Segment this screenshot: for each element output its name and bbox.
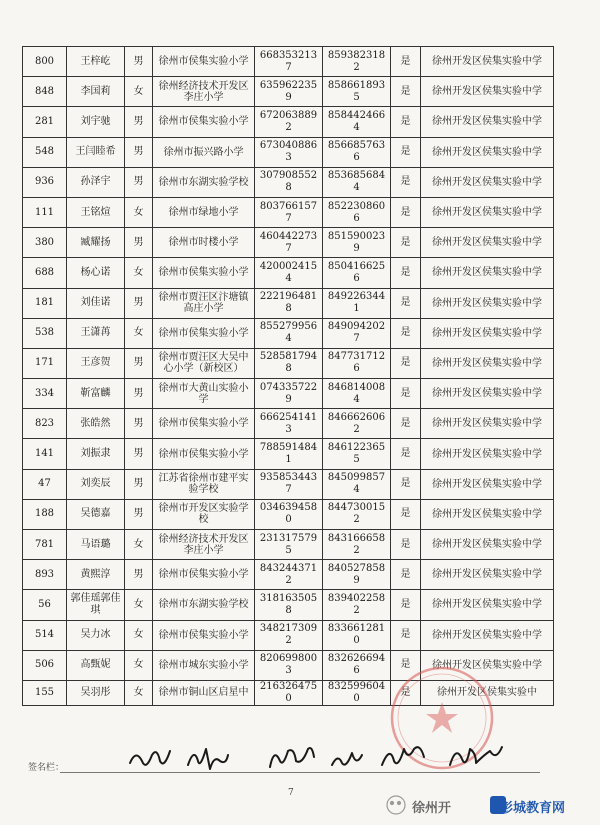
school-cell: 徐州经济技术开发区李庄小学 (153, 530, 255, 560)
status-cell: 是 (391, 77, 421, 107)
row-id-cell: 848 (23, 77, 67, 107)
student-name-cell: 马语璐 (67, 530, 125, 560)
page-number: 7 (288, 788, 294, 798)
gender-cell: 男 (125, 228, 153, 258)
school-cell: 徐州市时楼小学 (153, 228, 255, 258)
status-cell: 是 (391, 228, 421, 258)
number-cell-1: 7885914841 (255, 439, 323, 469)
row-id-cell: 188 (23, 499, 67, 529)
row-id-cell: 514 (23, 620, 67, 650)
target-school-cell: 徐州开发区侯集实验中学 (421, 409, 554, 439)
table-row (23, 348, 554, 378)
target-school-cell: 徐州开发区侯集实验中学 (421, 77, 554, 107)
number-cell-1: 6720638892 (255, 107, 323, 137)
row-id-cell: 171 (23, 348, 67, 378)
school-cell: 徐州市侯集实验小学 (153, 318, 255, 348)
student-name-cell: 刘佳诺 (67, 288, 125, 318)
gender-cell: 女 (125, 197, 153, 227)
row-id-cell: 548 (23, 137, 67, 167)
number-cell-1: 8037661577 (255, 197, 323, 227)
number-cell-2: 8490942027 (323, 318, 391, 348)
number-cell-2: 8325996040 (323, 680, 391, 705)
number-cell-1: 6359622359 (255, 77, 323, 107)
target-school-cell: 徐州开发区侯集实验中学 (421, 560, 554, 590)
table-row (23, 288, 554, 318)
table-row (23, 379, 554, 409)
school-cell: 徐州市侯集实验小学 (153, 620, 255, 650)
row-id-cell: 334 (23, 379, 67, 409)
target-school-cell: 徐州开发区侯集实验中学 (421, 258, 554, 288)
status-cell: 是 (391, 620, 421, 650)
target-school-cell: 徐州开发区侯集实验中学 (421, 107, 554, 137)
table-row (23, 530, 554, 560)
target-school-cell: 徐州开发区侯集实验中学 (421, 137, 554, 167)
number-cell-1: 2163264750 (255, 680, 323, 705)
number-cell-2: 8405278589 (323, 560, 391, 590)
gender-cell: 男 (125, 499, 153, 529)
target-school-cell: 徐州开发区侯集实验中学 (421, 47, 554, 77)
row-id-cell: 506 (23, 650, 67, 680)
target-school-cell: 徐州开发区侯集实验中学 (421, 348, 554, 378)
status-cell: 是 (391, 47, 421, 77)
row-id-cell: 800 (23, 47, 67, 77)
row-id-cell: 141 (23, 439, 67, 469)
row-id-cell: 823 (23, 409, 67, 439)
row-id-cell: 155 (23, 680, 67, 705)
school-cell: 徐州市贾汪区大吴中心小学（新校区） (153, 348, 255, 378)
status-cell: 是 (391, 288, 421, 318)
number-cell-1: 0346394580 (255, 499, 323, 529)
school-cell: 徐州市城东实验小学 (153, 650, 255, 680)
status-cell: 是 (391, 499, 421, 529)
target-school-cell: 徐州开发区侯集实验中学 (421, 379, 554, 409)
number-cell-2: 8468140084 (323, 379, 391, 409)
watermark-text-right: 彭城教育网 (500, 801, 566, 816)
school-cell: 徐州市侯集实验小学 (153, 409, 255, 439)
number-cell-2: 8536856844 (323, 167, 391, 197)
gender-cell: 男 (125, 469, 153, 499)
student-name-cell: 刘宇驰 (67, 107, 125, 137)
number-cell-2: 8522308606 (323, 197, 391, 227)
student-name-cell: 黄熙淳 (67, 560, 125, 590)
target-school-cell: 徐州开发区侯集实验中学 (421, 439, 554, 469)
status-cell: 是 (391, 137, 421, 167)
number-cell-2: 8336612810 (323, 620, 391, 650)
watermark-text-left: 徐州开 (412, 801, 452, 816)
status-cell: 是 (391, 197, 421, 227)
status-cell: 是 (391, 258, 421, 288)
number-cell-2: 8504166256 (323, 258, 391, 288)
number-cell-1: 4200024154 (255, 258, 323, 288)
number-cell-1: 8552799564 (255, 318, 323, 348)
target-school-cell: 徐州开发区侯集实验中 (421, 680, 554, 705)
number-cell-1: 6662541413 (255, 409, 323, 439)
table-row (23, 499, 554, 529)
table-row (23, 318, 554, 348)
school-cell: 徐州市绿地小学 (153, 197, 255, 227)
number-cell-2: 8593823182 (323, 47, 391, 77)
target-school-cell: 徐州开发区侯集实验中学 (421, 530, 554, 560)
gender-cell: 女 (125, 77, 153, 107)
status-cell: 是 (391, 590, 421, 620)
student-name-cell: 杨心诺 (67, 258, 125, 288)
school-cell: 徐州市侯集实验小学 (153, 107, 255, 137)
number-cell-1: 3181635058 (255, 590, 323, 620)
gender-cell: 男 (125, 47, 153, 77)
school-cell: 江苏省徐州市建平实验学校 (153, 469, 255, 499)
number-cell-1: 3079085528 (255, 167, 323, 197)
student-name-cell: 刘振隶 (67, 439, 125, 469)
gender-cell: 男 (125, 167, 153, 197)
number-cell-1: 2221964818 (255, 288, 323, 318)
status-cell: 是 (391, 348, 421, 378)
student-name-cell: 刘奕辰 (67, 469, 125, 499)
target-school-cell: 徐州开发区侯集实验中学 (421, 620, 554, 650)
target-school-cell: 徐州开发区侯集实验中学 (421, 228, 554, 258)
student-name-cell: 张皓然 (67, 409, 125, 439)
table-row (23, 439, 554, 469)
number-cell-2: 8492263441 (323, 288, 391, 318)
number-cell-1: 6683532137 (255, 47, 323, 77)
status-cell: 是 (391, 680, 421, 705)
gender-cell: 女 (125, 318, 153, 348)
table-row (23, 469, 554, 499)
row-id-cell: 538 (23, 318, 67, 348)
row-id-cell: 893 (23, 560, 67, 590)
target-school-cell: 徐州开发区侯集实验中学 (421, 590, 554, 620)
school-cell: 徐州市侯集实验小学 (153, 47, 255, 77)
target-school-cell: 徐州开发区侯集实验中学 (421, 197, 554, 227)
school-cell: 徐州市大黄山实验小学 (153, 379, 255, 409)
gender-cell: 女 (125, 590, 153, 620)
number-cell-2: 8586618935 (323, 77, 391, 107)
student-name-cell: 臧耀扬 (67, 228, 125, 258)
status-cell: 是 (391, 439, 421, 469)
student-name-cell: 王梓屹 (67, 47, 125, 77)
table-row (23, 228, 554, 258)
gender-cell: 男 (125, 439, 153, 469)
signature-line (60, 772, 540, 773)
number-cell-1: 2313175795 (255, 530, 323, 560)
student-name-cell: 吴羽彤 (67, 680, 125, 705)
student-name-cell: 郭佳瑶郭佳琪 (67, 590, 125, 620)
target-school-cell: 徐州开发区侯集实验中学 (421, 288, 554, 318)
school-cell: 徐州市东湖实验学校 (153, 590, 255, 620)
status-cell: 是 (391, 530, 421, 560)
number-cell-2: 8461223655 (323, 439, 391, 469)
status-cell: 是 (391, 469, 421, 499)
row-id-cell: 936 (23, 167, 67, 197)
roster-body (23, 47, 554, 706)
row-id-cell: 181 (23, 288, 67, 318)
school-cell: 徐州市贾汪区汴塘镇高庄小学 (153, 288, 255, 318)
target-school-cell: 徐州开发区侯集实验中学 (421, 650, 554, 680)
table-row (23, 47, 554, 77)
number-cell-2: 8566857636 (323, 137, 391, 167)
number-cell-1: 9358534437 (255, 469, 323, 499)
table-row (23, 77, 554, 107)
handwritten-signatures (120, 735, 560, 780)
school-cell: 徐州市侯集实验小学 (153, 258, 255, 288)
gender-cell: 男 (125, 137, 153, 167)
gender-cell: 女 (125, 530, 153, 560)
number-cell-2: 8515900239 (323, 228, 391, 258)
number-cell-1: 8432443712 (255, 560, 323, 590)
student-name-cell: 靳富麟 (67, 379, 125, 409)
row-id-cell: 47 (23, 469, 67, 499)
school-cell: 徐州市开发区实验学校 (153, 499, 255, 529)
number-cell-1: 8206998003 (255, 650, 323, 680)
number-cell-2: 8431666582 (323, 530, 391, 560)
row-id-cell: 111 (23, 197, 67, 227)
student-name-cell: 李国莉 (67, 77, 125, 107)
target-school-cell: 徐州开发区侯集实验中学 (421, 318, 554, 348)
school-cell: 徐州市铜山区启星中 (153, 680, 255, 705)
number-cell-2: 8584424664 (323, 107, 391, 137)
number-cell-1: 4604422737 (255, 228, 323, 258)
row-id-cell: 281 (23, 107, 67, 137)
number-cell-2: 8450998574 (323, 469, 391, 499)
student-name-cell: 吴力冰 (67, 620, 125, 650)
signature-label: 签名栏： (28, 763, 65, 773)
number-cell-1: 0743357229 (255, 379, 323, 409)
row-id-cell: 380 (23, 228, 67, 258)
student-name-cell: 王彦贺 (67, 348, 125, 378)
gender-cell: 女 (125, 680, 153, 705)
status-cell: 是 (391, 167, 421, 197)
gender-cell: 男 (125, 288, 153, 318)
gender-cell: 男 (125, 409, 153, 439)
table-row (23, 620, 554, 650)
status-cell: 是 (391, 560, 421, 590)
gender-cell: 男 (125, 560, 153, 590)
table-row (23, 409, 554, 439)
student-name-cell: 高甄妮 (67, 650, 125, 680)
number-cell-2: 8477317126 (323, 348, 391, 378)
target-school-cell: 徐州开发区侯集实验中学 (421, 469, 554, 499)
number-cell-2: 8466626062 (323, 409, 391, 439)
gender-cell: 女 (125, 650, 153, 680)
row-id-cell: 56 (23, 590, 67, 620)
table-row (23, 560, 554, 590)
gender-cell: 男 (125, 107, 153, 137)
table-row (23, 137, 554, 167)
table-row (23, 107, 554, 137)
row-id-cell: 688 (23, 258, 67, 288)
number-cell-2: 8394022582 (323, 590, 391, 620)
gender-cell: 男 (125, 379, 153, 409)
student-name-cell: 吴德嘉 (67, 499, 125, 529)
school-cell: 徐州市东湖实验学校 (153, 167, 255, 197)
number-cell-1: 6730408863 (255, 137, 323, 167)
number-cell-1: 3482173092 (255, 620, 323, 650)
status-cell: 是 (391, 379, 421, 409)
gender-cell: 女 (125, 258, 153, 288)
school-cell: 徐州市侯集实验小学 (153, 439, 255, 469)
student-name-cell: 孙泽宇 (67, 167, 125, 197)
number-cell-1: 5285817948 (255, 348, 323, 378)
table-row (23, 590, 554, 620)
school-cell: 徐州经济技术开发区李庄小学 (153, 77, 255, 107)
target-school-cell: 徐州开发区侯集实验中学 (421, 167, 554, 197)
table-row (23, 258, 554, 288)
number-cell-2: 8447300152 (323, 499, 391, 529)
student-name-cell: 王铭煊 (67, 197, 125, 227)
status-cell: 是 (391, 318, 421, 348)
status-cell: 是 (391, 409, 421, 439)
school-cell: 徐州市振兴路小学 (153, 137, 255, 167)
row-id-cell: 781 (23, 530, 67, 560)
student-name-cell: 王潇苒 (67, 318, 125, 348)
gender-cell: 男 (125, 348, 153, 378)
school-cell: 徐州市侯集实验小学 (153, 560, 255, 590)
student-roster-table (22, 46, 554, 706)
gender-cell: 女 (125, 620, 153, 650)
status-cell: 是 (391, 107, 421, 137)
number-cell-2: 8326266946 (323, 650, 391, 680)
status-cell: 是 (391, 650, 421, 680)
table-row (23, 197, 554, 227)
target-school-cell: 徐州开发区侯集实验中学 (421, 499, 554, 529)
table-row (23, 167, 554, 197)
student-name-cell: 王闫睦希 (67, 137, 125, 167)
